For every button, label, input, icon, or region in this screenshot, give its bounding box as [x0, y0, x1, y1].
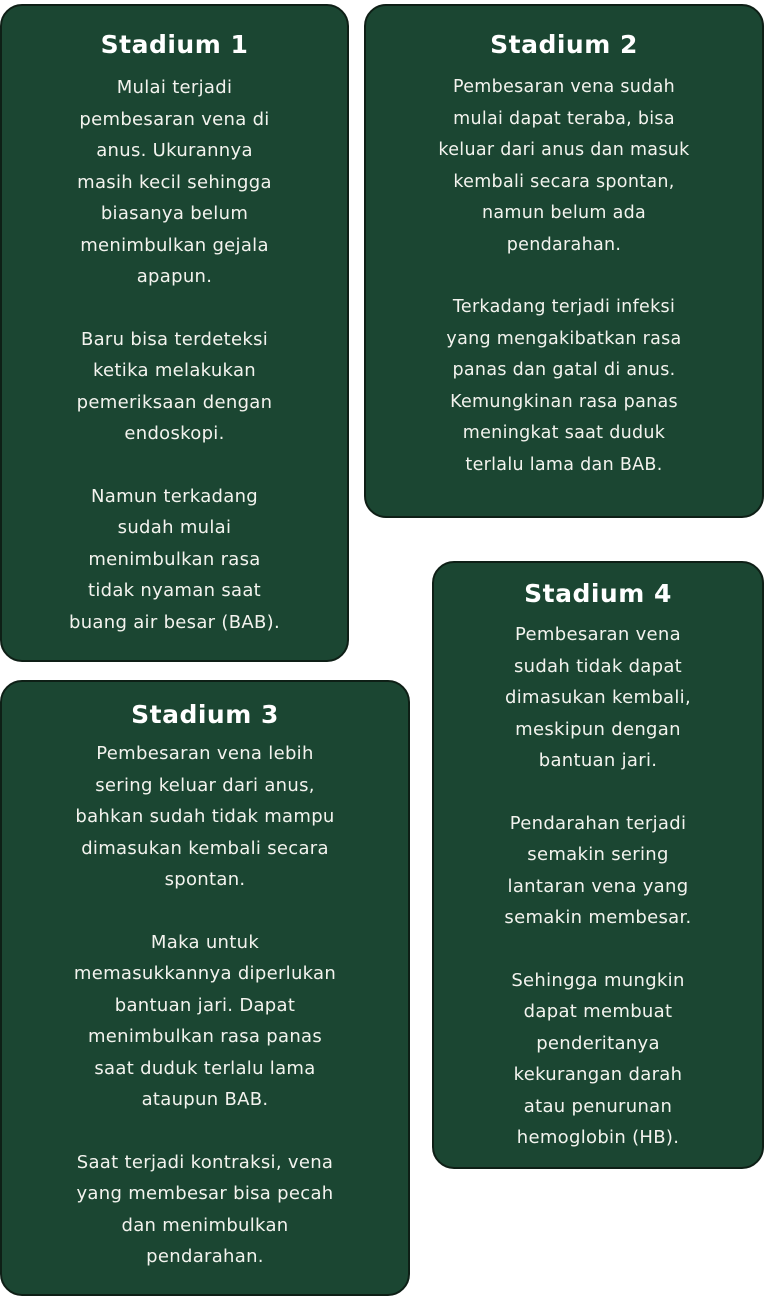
stadium-4-title: Stadium 4	[524, 579, 672, 608]
stadium-4-paragraph-2: Pendarahan terjadi semakin sering lantaran vena yang semakin membesar.	[504, 812, 692, 928]
stadium-1-paragraph-1: Mulai terjadi pembesaran vena di anus. Ukurannya masih kecil sehingga biasanya belum menimbulkan gejala apapun.	[77, 77, 272, 287]
stadium-2-paragraph-1: Pembesaran vena sudah mulai dapat teraba, bisa keluar dari anus dan masuk kembali secara spontan, namun belum ada pendarahan.	[438, 77, 690, 255]
stadium-2-card	[364, 4, 764, 518]
stadium-1-paragraph-3: Namun terkadang sudah mulai menimbulkan rasa tidak nyaman saat buang air besar (BAB).	[69, 485, 280, 633]
stadium-1-paragraph-2: Baru bisa terdeteksi ketika melakukan pemeriksaan dengan endoskopi.	[76, 328, 273, 444]
stadium-3-card	[0, 680, 410, 1296]
stadium-4-paragraph-3: Sehingga mungkin dapat membuat penderitanya kekurangan darah atau penurunan hemoglobin (HB).	[511, 969, 685, 1148]
stadium-1-card	[0, 4, 349, 662]
stadium-4-card	[432, 561, 764, 1169]
stadium-3-paragraph-3: Saat terjadi kontraksi, vena yang membesar bisa pecah dan menimbulkan pendarahan.	[76, 1151, 334, 1267]
stadium-2-title: Stadium 2	[490, 30, 638, 59]
stadium-3-paragraph-2: Maka untuk memasukkannya diperlukan bantuan jari. Dapat menimbulkan rasa panas saat duduk terlalu lama ataupun BAB.	[73, 931, 337, 1110]
stadium-3-paragraph-1: Pembesaran vena lebih sering keluar dari anus, bahkan sudah tidak mampu dimasukan kembali secara spontan.	[75, 743, 335, 890]
stadium-2-paragraph-2: Terkadang terjadi infeksi yang mengakibatkan rasa panas dan gatal di anus. Kemungkinan rasa panas meningkat saat duduk terlalu lama dan BAB.	[446, 297, 682, 475]
stadium-1-title: Stadium 1	[100, 30, 249, 59]
stadium-4-paragraph-1: Pembesaran vena sudah tidak dapat dimasukan kembali, meskipun dengan bantuan jari.	[504, 624, 691, 771]
stadium-3-title: Stadium 3	[131, 700, 279, 729]
